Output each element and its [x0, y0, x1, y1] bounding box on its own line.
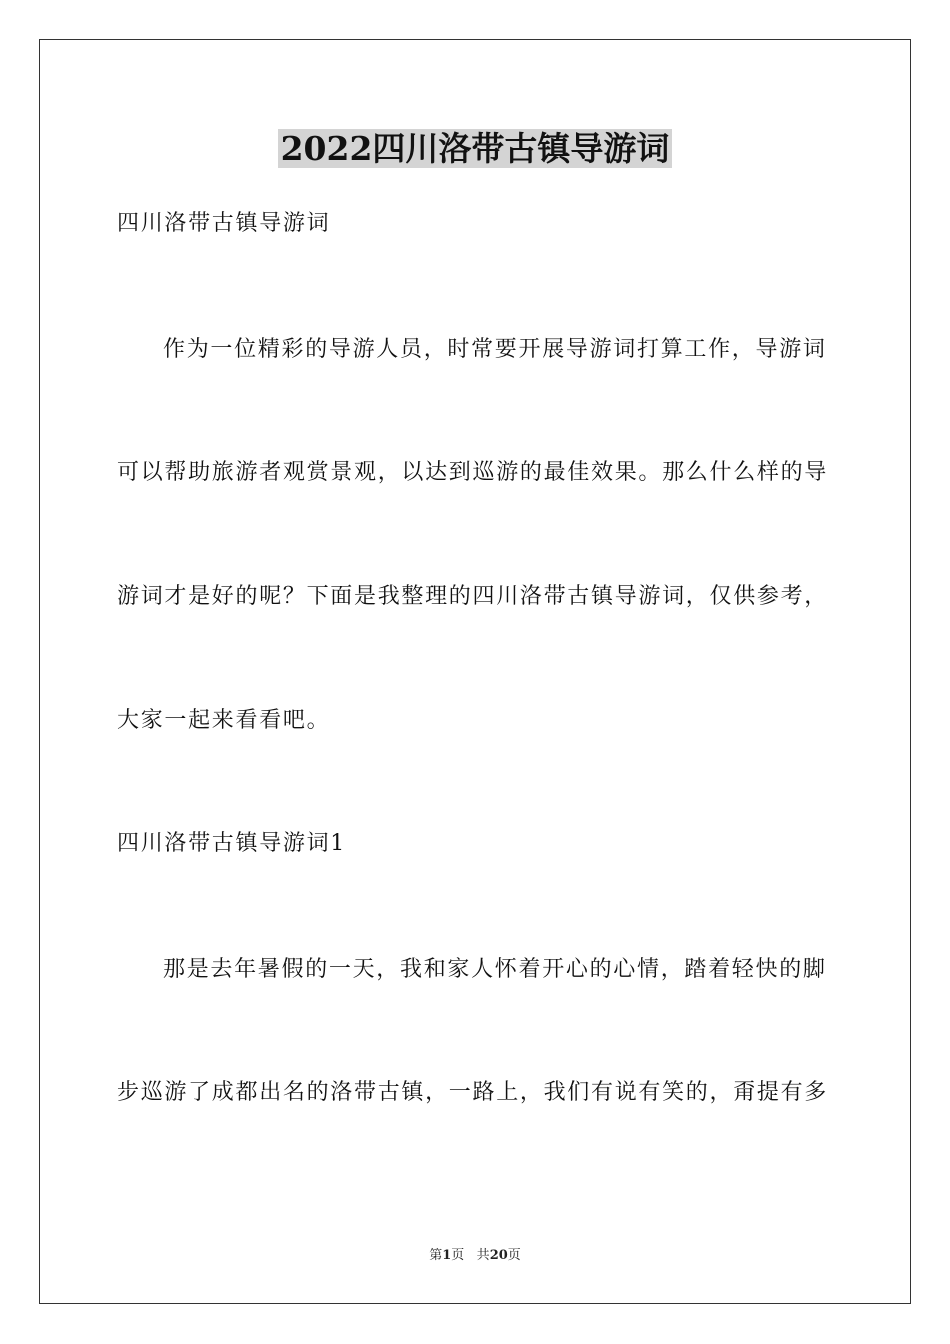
- page-footer: [0, 1247, 950, 1265]
- text-line-subtitle: 四川洛带古镇导游词: [117, 211, 331, 236]
- text-line-section-heading: 四川洛带古镇导游词1: [117, 831, 346, 856]
- document-title-text: 2022四川洛带古镇导游词: [278, 129, 673, 168]
- text-line: 游词才是好的呢？下面是我整理的四川洛带古镇导游词，仅供参考，: [117, 584, 829, 609]
- text-line: 步巡游了成都出名的洛带古镇，一路上，我们有说有笑的，甭提有多: [117, 1080, 829, 1105]
- footer-total-suffix: 页: [507, 1248, 521, 1263]
- text-line: 可以帮助旅游者观赏景观，以达到巡游的最佳效果。那么什么样的导: [117, 460, 829, 485]
- footer-page-suffix: 页: [451, 1248, 465, 1263]
- text-line-paragraph-start: 作为一位精彩的导游人员，时常要开展导游词打算工作，导游词: [163, 337, 827, 362]
- footer-page-prefix: 第: [429, 1248, 443, 1263]
- footer-total-prefix: 共: [476, 1248, 490, 1263]
- text-line: 大家一起来看看吧。: [117, 708, 331, 733]
- text-line-paragraph-start: 那是去年暑假的一天，我和家人怀着开心的心情，踏着轻快的脚: [163, 957, 827, 982]
- document-title: [0, 127, 950, 171]
- footer-total-pages: 20: [489, 1248, 508, 1263]
- footer-page-number: 1: [442, 1248, 452, 1263]
